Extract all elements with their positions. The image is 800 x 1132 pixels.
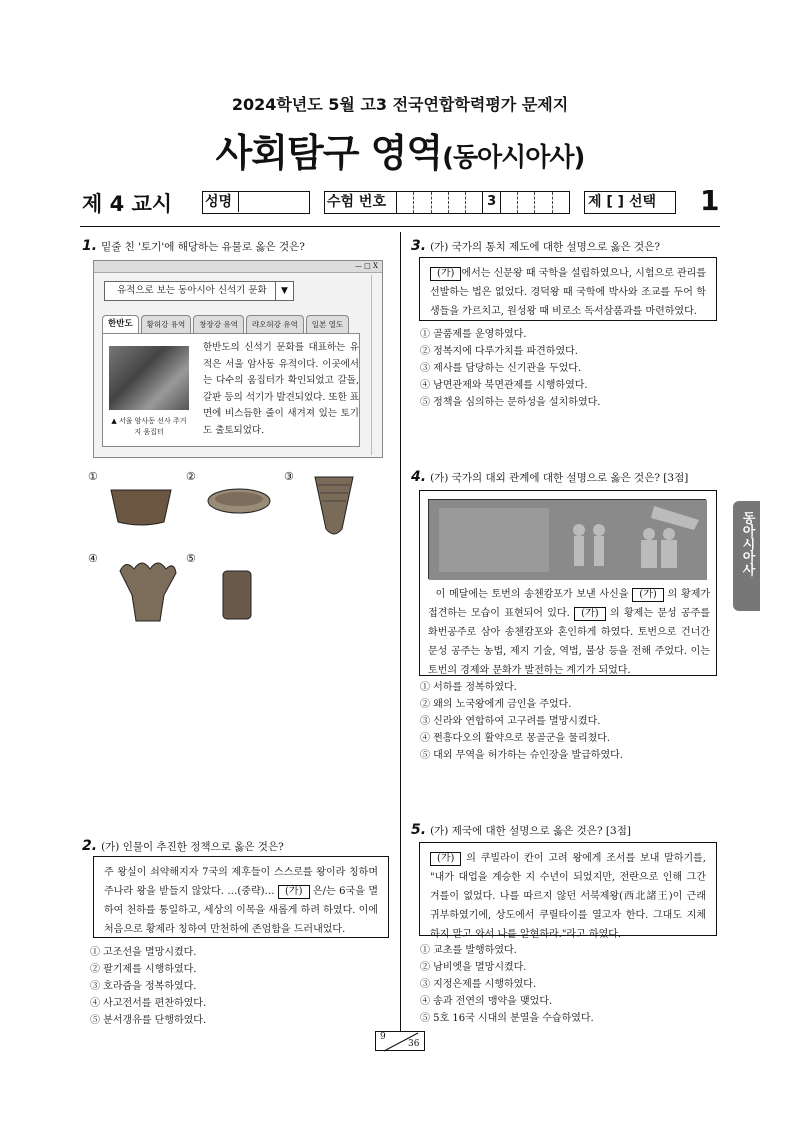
pottery-dish-image[interactable] xyxy=(206,485,272,525)
medal-relief-icon xyxy=(429,500,707,580)
q4-passage-a: 이 메달에는 토번의 송첸캄포가 보낸 사신을 xyxy=(435,589,629,600)
q2-choice-1[interactable]: ① 고조선을 멸망시켰다. xyxy=(90,947,197,958)
exam-title: 2024학년도 5월 고3 전국연합학력평가 문제지 xyxy=(231,95,569,114)
number-cell xyxy=(553,192,569,213)
q2-choice-3[interactable]: ③ 호라즘을 정복하였다. xyxy=(90,981,197,992)
q5-number: 5. xyxy=(411,822,427,838)
region-tabs xyxy=(102,315,349,333)
q3-choice-3[interactable]: ③ 제사를 담당하는 신기관을 두었다. xyxy=(420,363,582,374)
q4-passage-box xyxy=(419,490,717,676)
q5-passage-text: 의 쿠빌라이 칸이 고려 왕에게 조서를 보내 말하기를, "내가 대업을 계승한 지 수년이 되었지만, 전란으로 인해 그간 겨를이 없었다. 나를 따르지 않던 서북제왕(西北諸王)이 근래 귀부하였기에, 상도에서 쿠릴타이를 열고자 한다. 그대도 지체하지 말고 와서 나를 알현하라."라고 하였다. xyxy=(430,853,706,940)
medal-image xyxy=(428,499,706,579)
q2-choices xyxy=(90,944,390,1029)
q2-choice-5[interactable]: ⑤ 분서갱유를 단행하였다. xyxy=(90,1015,207,1026)
q4-passage-b: 의 황제가 접견하는 모습이 표현되어 있다. xyxy=(428,589,711,619)
q4-blank-2: (가) xyxy=(574,607,605,621)
q5-prompt xyxy=(411,822,721,838)
q1-prompt xyxy=(82,238,392,254)
q4-choice-1[interactable]: ① 서하를 정복하였다. xyxy=(420,682,517,693)
jomon-flame-pottery-image[interactable] xyxy=(112,557,182,625)
q5-choice-4[interactable]: ④ 송과 전연의 맹약을 맺었다. xyxy=(420,996,553,1007)
choice-4-mark[interactable]: ④ xyxy=(88,552,98,565)
q1-prompt-text: 밑줄 친 '토기'에 해당하는 유물로 옳은 것은? xyxy=(101,241,305,253)
q2-passage xyxy=(93,856,389,938)
number-cell xyxy=(466,192,483,213)
photo-caption: ▲ 서울 암사동 선사 주거지 움집터 xyxy=(111,417,187,436)
q3-passage-text: 에서는 신문왕 때 국학을 설립하였으나, 시험으로 관리를 선발하는 법은 없었다. 경덕왕 때 국학에 박사와 조교를 두어 학생들을 가르치고, 원성왕 때 비로소 독서삼품과를 마련하였다. xyxy=(430,268,706,317)
q3-number: 3. xyxy=(411,238,427,254)
q3-choice-2[interactable]: ② 정복지에 다루가치를 파견하였다. xyxy=(420,346,578,357)
tab-japan[interactable]: 일본 열도 xyxy=(306,315,349,333)
q2-choice-2[interactable]: ② 팔기제를 시행하였다. xyxy=(90,964,197,975)
q2-number: 2. xyxy=(82,838,98,854)
header-divider xyxy=(80,226,720,227)
number-cell xyxy=(414,192,431,213)
number-cell xyxy=(397,192,414,213)
number-cell xyxy=(535,192,552,213)
comb-pattern-pottery-image[interactable] xyxy=(312,473,356,541)
choice-5-mark[interactable]: ⑤ xyxy=(186,552,196,565)
q5-choice-3[interactable]: ③ 지정은제를 시행하였다. xyxy=(420,979,537,990)
q4-prompt xyxy=(411,469,721,485)
q2-passage-b: 은/는 6국을 멸하여 천하를 통일하고, 세상의 이목을 새롭게 하려 하였다. 이에 처음으로 황제라 칭하여 만천하에 존엄함을 드러내었다. xyxy=(104,886,379,935)
select-value: 유적으로 보는 동아시아 신석기 문화 xyxy=(117,285,267,296)
number-cell xyxy=(501,192,518,213)
q2-blank: (가) xyxy=(278,885,309,899)
q2-prompt xyxy=(82,838,392,854)
number-cell xyxy=(518,192,535,213)
q4-passage-c: 의 황제는 문성 공주를 화번공주로 삼아 송첸캄포와 혼인하게 하였다. 토번으로 건너간 문성 공주는 농법, 제지 기술, 역법, 불상 등을 전해 주었다. 이는 토번의 경제와 문화가 발전하는 계기가 되었다. xyxy=(428,608,710,676)
scrollbar[interactable] xyxy=(371,275,379,455)
side-tab-text: 동아시아사 xyxy=(739,511,755,576)
q2-choice-4[interactable]: ④ 사고전서를 편찬하였다. xyxy=(90,998,207,1009)
page-marker: 1 xyxy=(700,184,720,217)
subject-side-tab xyxy=(733,501,760,611)
q5-choices xyxy=(420,942,720,1027)
tab-yellow-river[interactable]: 황허강 유역 xyxy=(141,315,192,333)
q4-number: 4. xyxy=(411,469,427,485)
pottery-bowl-image[interactable] xyxy=(108,484,174,528)
q1-window xyxy=(93,260,383,458)
q5-blank: (가) xyxy=(430,852,461,866)
q3-passage xyxy=(419,257,717,321)
q4-passage xyxy=(428,585,710,680)
dropdown-arrow-icon[interactable]: ▼ xyxy=(275,282,293,300)
q4-choice-2[interactable]: ② 왜의 노국왕에게 금인을 주었다. xyxy=(420,699,572,710)
exam-number-field[interactable] xyxy=(324,191,570,214)
q5-passage xyxy=(419,842,717,940)
culture-select[interactable] xyxy=(104,281,294,301)
period-label: 제 4 교시 xyxy=(82,192,173,216)
q3-choice-5[interactable]: ⑤ 정책을 심의하는 문하성을 설치하였다. xyxy=(420,397,601,408)
q4-choice-3[interactable]: ③ 신라와 연합하여 고구려를 멸망시켰다. xyxy=(420,716,601,727)
q3-choices xyxy=(420,326,720,411)
name-label: 성명 xyxy=(203,192,239,212)
tab-korean-peninsula[interactable]: 한반도 xyxy=(102,315,139,333)
total-pages: 36 xyxy=(408,1039,420,1049)
q4-choice-5[interactable]: ⑤ 대외 무역을 허가하는 슈인장을 발급하였다. xyxy=(420,750,623,761)
q5-prompt-text: (가) 제국에 대한 설명으로 옳은 것은? [3점] xyxy=(430,825,631,837)
page-number: 9 xyxy=(380,1032,386,1042)
q5-choice-5[interactable]: ⑤ 5호 16국 시대의 분열을 수습하였다. xyxy=(420,1013,594,1024)
number-cell xyxy=(449,192,466,213)
page-indicator xyxy=(375,1031,425,1051)
tab-liao-river[interactable]: 랴오허강 유역 xyxy=(246,315,304,333)
q2-passage-a: 주 왕실이 쇠약해지자 7국의 제후들이 스스로를 왕이라 칭하며 주나라 왕을 받들지 않았다. …(중략)… xyxy=(104,867,378,897)
q4-blank-1: (가) xyxy=(632,588,663,602)
subject-title xyxy=(0,122,800,177)
choice-1-mark[interactable]: ① xyxy=(88,470,98,483)
exam-number-label: 수험 번호 xyxy=(325,192,397,213)
subject-main: 사회탐구 영역 xyxy=(215,131,443,175)
choice-3-mark[interactable]: ③ xyxy=(284,470,294,483)
selection-label: 제 [ ] 선택 xyxy=(588,194,656,210)
q2-prompt-text: (가) 인물이 추진한 정책으로 옳은 것은? xyxy=(101,841,284,853)
q5-choice-1[interactable]: ① 교초를 발행하였다. xyxy=(420,945,517,956)
q4-prompt-text: (가) 국가의 대외 관계에 대한 설명으로 옳은 것은? [3점] xyxy=(430,472,689,484)
tab-yangtze-river[interactable]: 창장강 유역 xyxy=(193,315,244,333)
window-controls[interactable]: — □ X xyxy=(94,261,382,273)
site-photo xyxy=(109,346,189,410)
name-field[interactable] xyxy=(202,191,310,214)
number-cell-fixed: 3 xyxy=(483,192,500,213)
q3-blank: (가) xyxy=(430,267,461,281)
cylinder-pottery-image[interactable] xyxy=(220,567,254,623)
q3-prompt-text: (가) 국가의 통치 제도에 대한 설명으로 옳은 것은? xyxy=(430,241,660,253)
q1-number: 1. xyxy=(82,238,98,254)
q3-prompt xyxy=(411,238,721,254)
tab-panel xyxy=(102,333,360,447)
subject-sub: (동아시아사) xyxy=(442,143,585,173)
q4-choice-4[interactable]: ④ 쩐흥다오의 활약으로 몽골군을 물리쳤다. xyxy=(420,733,611,744)
q4-choices xyxy=(420,679,720,764)
panel-text: 한반도의 신석기 문화를 대표하는 유적은 서울 암사동 유적이다. 이곳에서는 다수의 움집터가 확인되었고 갈돌, 갈판 등의 석기가 발견되었다. 또한 표면에 비스듬한 줄이 새겨져 있는 토기도 출토되었다. xyxy=(203,342,359,436)
choice-2-mark[interactable]: ② xyxy=(186,470,196,483)
selection-field[interactable] xyxy=(584,191,676,214)
column-divider xyxy=(400,232,401,1032)
q3-choice-1[interactable]: ① 골품제를 운영하였다. xyxy=(420,329,527,340)
q3-choice-4[interactable]: ④ 남면관제와 북면관제를 시행하였다. xyxy=(420,380,588,391)
number-cell xyxy=(432,192,449,213)
q5-choice-2[interactable]: ② 남비엣을 멸망시켰다. xyxy=(420,962,527,973)
